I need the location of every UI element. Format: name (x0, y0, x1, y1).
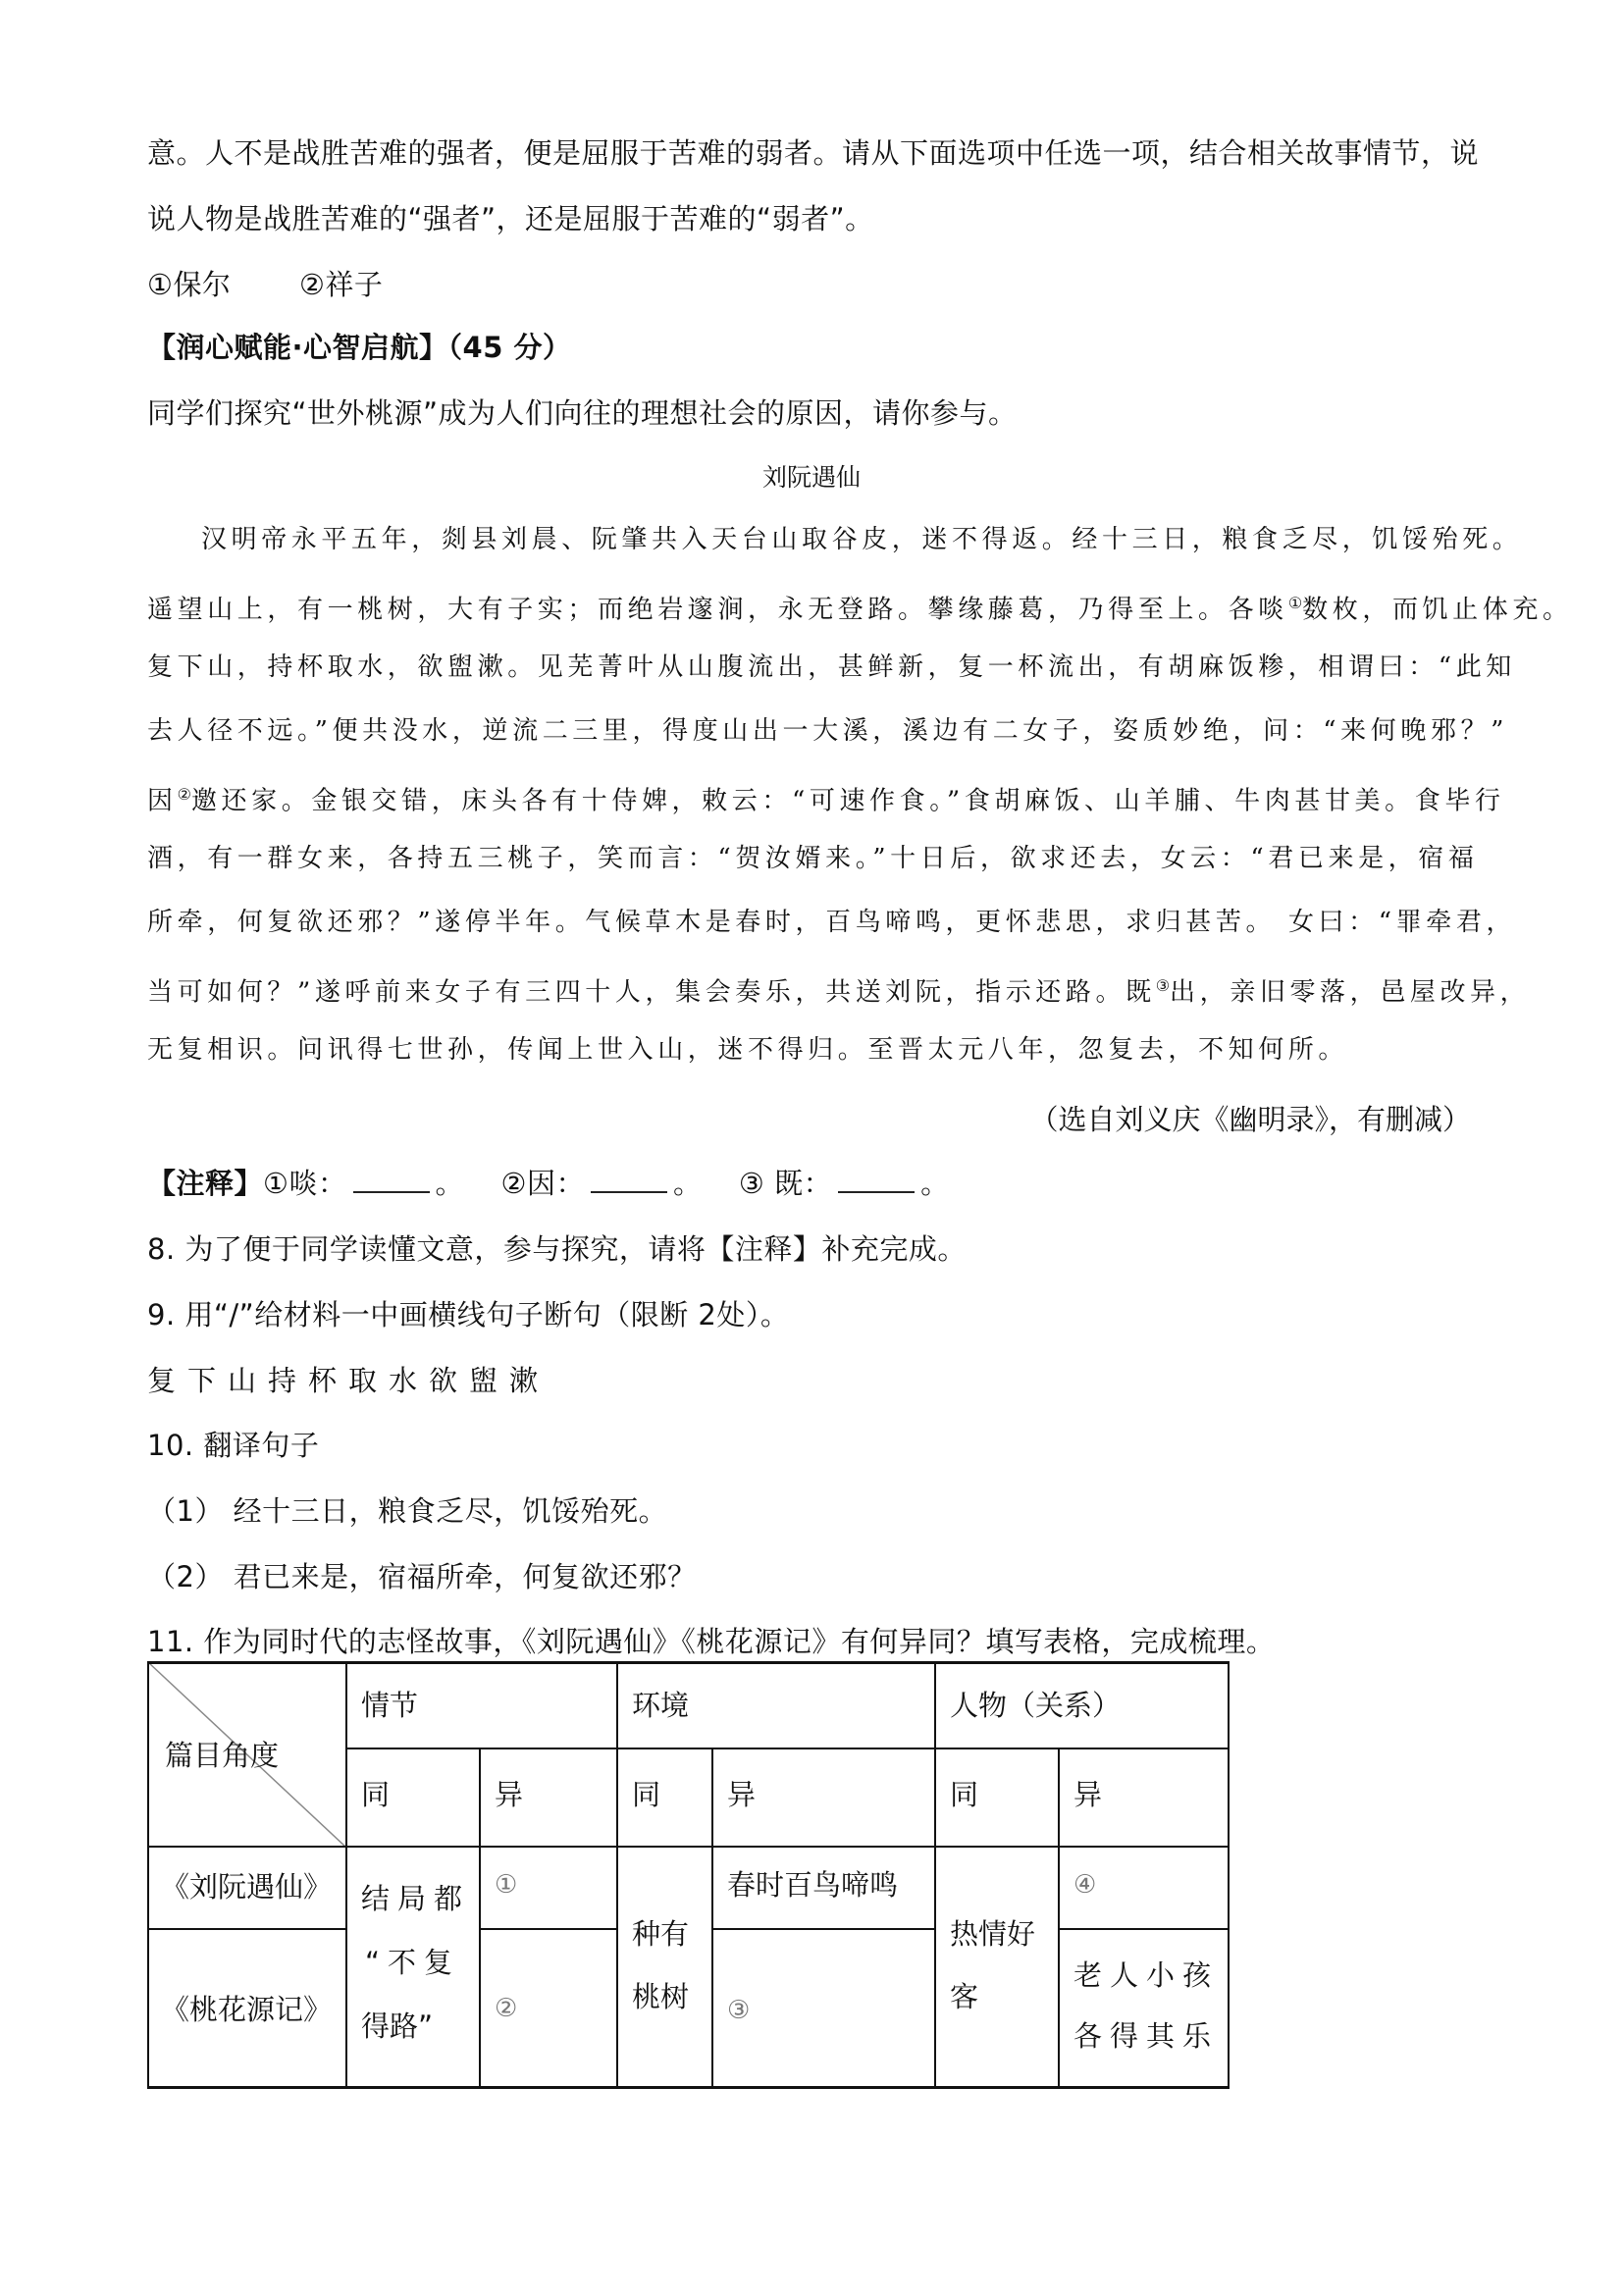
table-rule (711, 1928, 934, 1930)
annotation-mark-2: ②因： (500, 1167, 585, 1200)
option-2: ②祥子 (298, 268, 384, 301)
char-same-line: 客 (950, 1980, 979, 2013)
subheader-same: 同 (632, 1778, 661, 1811)
corner-label: 篇目角度 (165, 1739, 280, 1772)
annotation-end: 。 (672, 1167, 703, 1200)
subheader-diff: 异 (1073, 1778, 1103, 1811)
passage-line-text: 遥望山上，有一桃树，大有子实；而绝岩邃涧，永无登路。攀缘藤葛，乃得至上。各啖 (147, 595, 1288, 625)
table-rule (711, 1748, 713, 2088)
plot-same-line: 结局都 (361, 1882, 471, 1915)
passage-source: （选自刘义庆《幽明录》，有删减） (1029, 1103, 1471, 1136)
question-11: 11. 作为同时代的志怪故事，《刘阮遇仙》《桃花源记》有何异同？填写表格，完成梳理。 (147, 1625, 1276, 1658)
options-row (147, 265, 383, 304)
table-rule (479, 1928, 616, 1930)
subheader-diff: 异 (727, 1778, 757, 1811)
question-10-item-2: （2） 君已来是，宿福所牵，何复欲还邪？ (147, 1560, 697, 1593)
note-mark-3: ③ (1155, 976, 1171, 995)
row-title-taohuayuan: 《桃花源记》 (161, 1993, 333, 2026)
env-same-line: 种有 (632, 1917, 690, 1951)
question-9: 9. 用“/”给材料一中画横线句子断句（限断 2处）。 (147, 1298, 790, 1331)
note-mark-1: ① (1287, 594, 1303, 612)
question-10: 10. 翻译句子 (147, 1429, 320, 1462)
passage-line-text: 数枚，而饥止体充。 (1302, 595, 1573, 625)
env-diff-liuruan: 春时百鸟啼鸣 (727, 1868, 899, 1902)
passage-line: 复下山，持杯取水，欲盥漱。见芜菁叶从山腹流出，甚鲜新，复一杯流出，有胡麻饭糁，相谓曰：“此知 (147, 652, 1516, 682)
annotation-blank-2[interactable] (591, 1170, 667, 1193)
table-border-right (1228, 1661, 1230, 2088)
passage-line: 汉明帝永平五年，剡县刘晨、阮肇共入天台山取谷皮，迷不得返。经十三日，粮食乏尽，饥馁殆死。 (201, 525, 1523, 554)
char-diff-taohuayuan-line: 老人小孩 (1073, 1958, 1220, 1992)
blank-marker-1[interactable]: ① (495, 1870, 518, 1900)
char-diff-taohuayuan-line: 各得其乐 (1073, 2019, 1220, 2053)
passage-line (147, 587, 1573, 627)
option-1: ①保尔 (147, 268, 232, 301)
passage-line-text: 邀还家。金银交错，床头各有十侍婢，敕云：“可速作食。”食胡麻饭、山羊脯、牛肉甚甘美。食毕行 (190, 786, 1505, 816)
blank-marker-4[interactable]: ④ (1073, 1870, 1097, 1900)
table-rule (147, 1928, 345, 1930)
table-rule (479, 1748, 481, 2088)
blank-marker-2[interactable]: ② (495, 1994, 518, 2023)
note-mark-2: ② (177, 785, 191, 804)
annotation-blank-3[interactable] (838, 1170, 915, 1193)
annotation-end: 。 (435, 1167, 465, 1200)
table-rule (934, 1661, 936, 2088)
question-10-item-1: （1） 经十三日，粮食乏尽，饥馁殆死。 (147, 1494, 668, 1528)
question-8: 8. 为了便于同学读懂文意，参与探究，请将【注释】补充完成。 (147, 1232, 967, 1266)
table-rule (1058, 1928, 1230, 1930)
table-border-bottom (147, 2086, 1230, 2089)
char-same-line: 热情好 (950, 1917, 1036, 1951)
passage-line: 酒，有一群女来，各持五三桃子，笑而言：“贺汝婿来。”十日后，欲求还去，女云：“君已来是，宿福 (147, 844, 1479, 873)
passage-line: 所牵，何复欲还邪？”遂停半年。气候草木是春时，百鸟啼鸣，更怀悲思，求归甚苦。 女曰：“罪牵君， (147, 908, 1517, 937)
annotation-row (147, 1164, 950, 1203)
table-border-top (147, 1661, 1230, 1664)
subheader-diff: 异 (495, 1778, 524, 1811)
plot-same-line: “不复 (365, 1946, 461, 1979)
intro-line-2: 说人物是战胜苦难的“强者”，还是屈服于苦难的“弱者”。 (147, 202, 874, 235)
subheader-same: 同 (950, 1778, 979, 1811)
annotation-mark-3: ③ 既： (738, 1167, 833, 1200)
table-border-left (147, 1661, 149, 2088)
table-rule (1058, 1748, 1060, 2088)
passage-line-text: 当可如何？”遂呼前来女子有三四十人，集会奏乐，共送刘阮，指示还路。既 (147, 977, 1156, 1008)
header-plot: 情节 (361, 1689, 419, 1722)
passage-line (147, 969, 1531, 1010)
passage-line-text: 出，亲旧零落，邑屋改异， (1170, 977, 1531, 1008)
annotation-blank-1[interactable] (353, 1170, 430, 1193)
passage-line (147, 778, 1505, 818)
passage-title: 刘阮遇仙 (761, 463, 861, 492)
header-characters: 人物（关系） (950, 1689, 1122, 1722)
passage-line: 无复相识。问讯得七世孙，传闻上世入山，迷不得归。至晋太元八年，忽复去，不知何所。 (147, 1035, 1349, 1065)
table-rule (345, 1661, 347, 2088)
section-prompt: 同学们探究“世外桃源”成为人们向往的理想社会的原因，请你参与。 (147, 396, 1018, 430)
passage-line-text: 因 (147, 786, 178, 816)
header-environment: 环境 (632, 1689, 690, 1722)
table-rule (616, 1661, 618, 2088)
row-title-liuruan: 《刘阮遇仙》 (161, 1870, 333, 1904)
intro-line-1: 意。人不是战胜苦难的强者，便是屈服于苦难的弱者。请从下面选项中任选一项，结合相关故事情节，说 (147, 136, 1480, 170)
annotation-label: 【注释】 (147, 1167, 264, 1200)
subheader-same: 同 (361, 1778, 391, 1811)
blank-marker-3[interactable]: ③ (727, 1996, 751, 2025)
plot-same-line: 得路” (361, 2009, 434, 2043)
table-rule (147, 1846, 1230, 1848)
env-same-line: 桃树 (632, 1980, 690, 2013)
annotation-end: 。 (920, 1167, 950, 1200)
passage-line: 去人径不远。”便共没水，逆流二三里，得度山出一大溪，溪边有二女子，姿质妙绝，问：“来何晚邪？” (147, 716, 1509, 746)
section-title: 【润心赋能·心智启航】（45 分） (147, 331, 572, 364)
annotation-mark-1: ①啖： (263, 1167, 347, 1200)
question-9-sentence: 复下山持杯取水欲盥漱 (147, 1364, 550, 1397)
comparison-table (147, 1661, 1230, 2088)
